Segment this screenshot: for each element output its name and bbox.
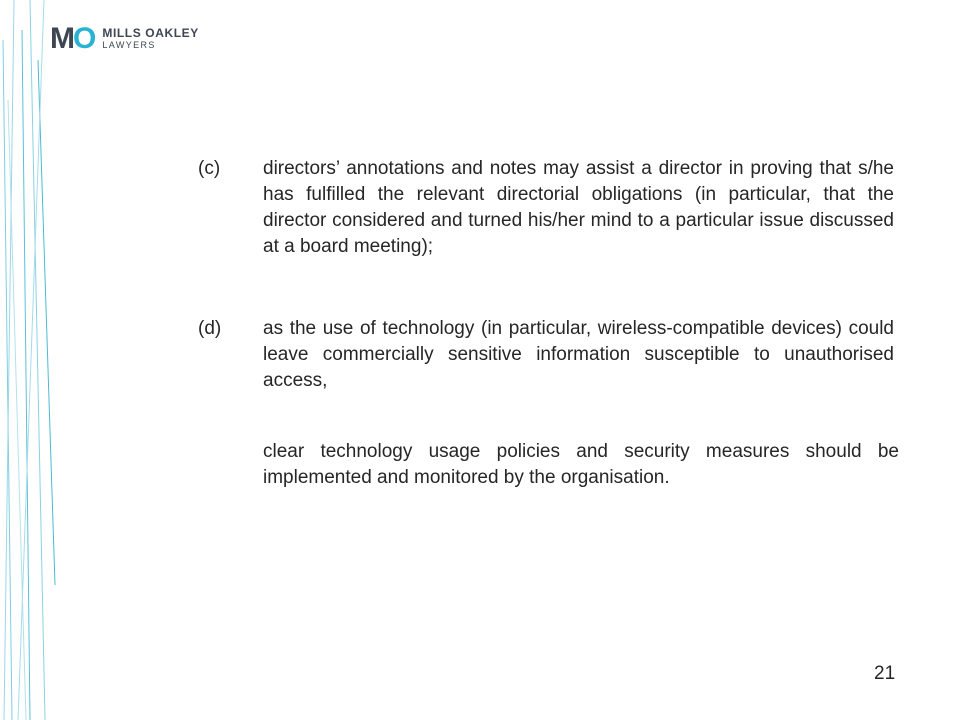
decorative-line: [18, 0, 44, 720]
company-logo: [50, 22, 199, 55]
decorative-line: [4, 0, 14, 720]
conclusion-paragraph: clear technology usage policies and security measures should be implemented and monitored by the organisation.: [263, 441, 899, 488]
page-number: 21: [874, 663, 896, 684]
logo-letter-m: M: [50, 22, 73, 55]
list-item-text: as the use of technology (in particular, wireless-compatible devices) could leave commercially sensitive information susceptible to unauthorised access,: [263, 318, 894, 391]
logo-letter-o: O: [73, 22, 95, 55]
decorative-line: [3, 40, 12, 720]
list-item: [198, 316, 894, 394]
list-item: [198, 156, 894, 260]
logo-mark: [50, 22, 95, 55]
logo-name: MILLS OAKLEY: [102, 26, 199, 40]
logo-subtitle: LAWYERS: [102, 40, 156, 50]
list-item-marker: (d): [198, 318, 222, 339]
logo-text: [102, 27, 199, 51]
decorative-lines: [0, 0, 80, 720]
decorative-line: [30, 0, 45, 720]
list-item-marker: (c): [198, 158, 221, 179]
list-item-text: directors’ annotations and notes may assist a director in proving that s/he has fulfilled the relevant directorial obligations (in particular, that the director considered and turned his/her mind to a particular issue discussed at a board meeting);: [263, 158, 894, 257]
